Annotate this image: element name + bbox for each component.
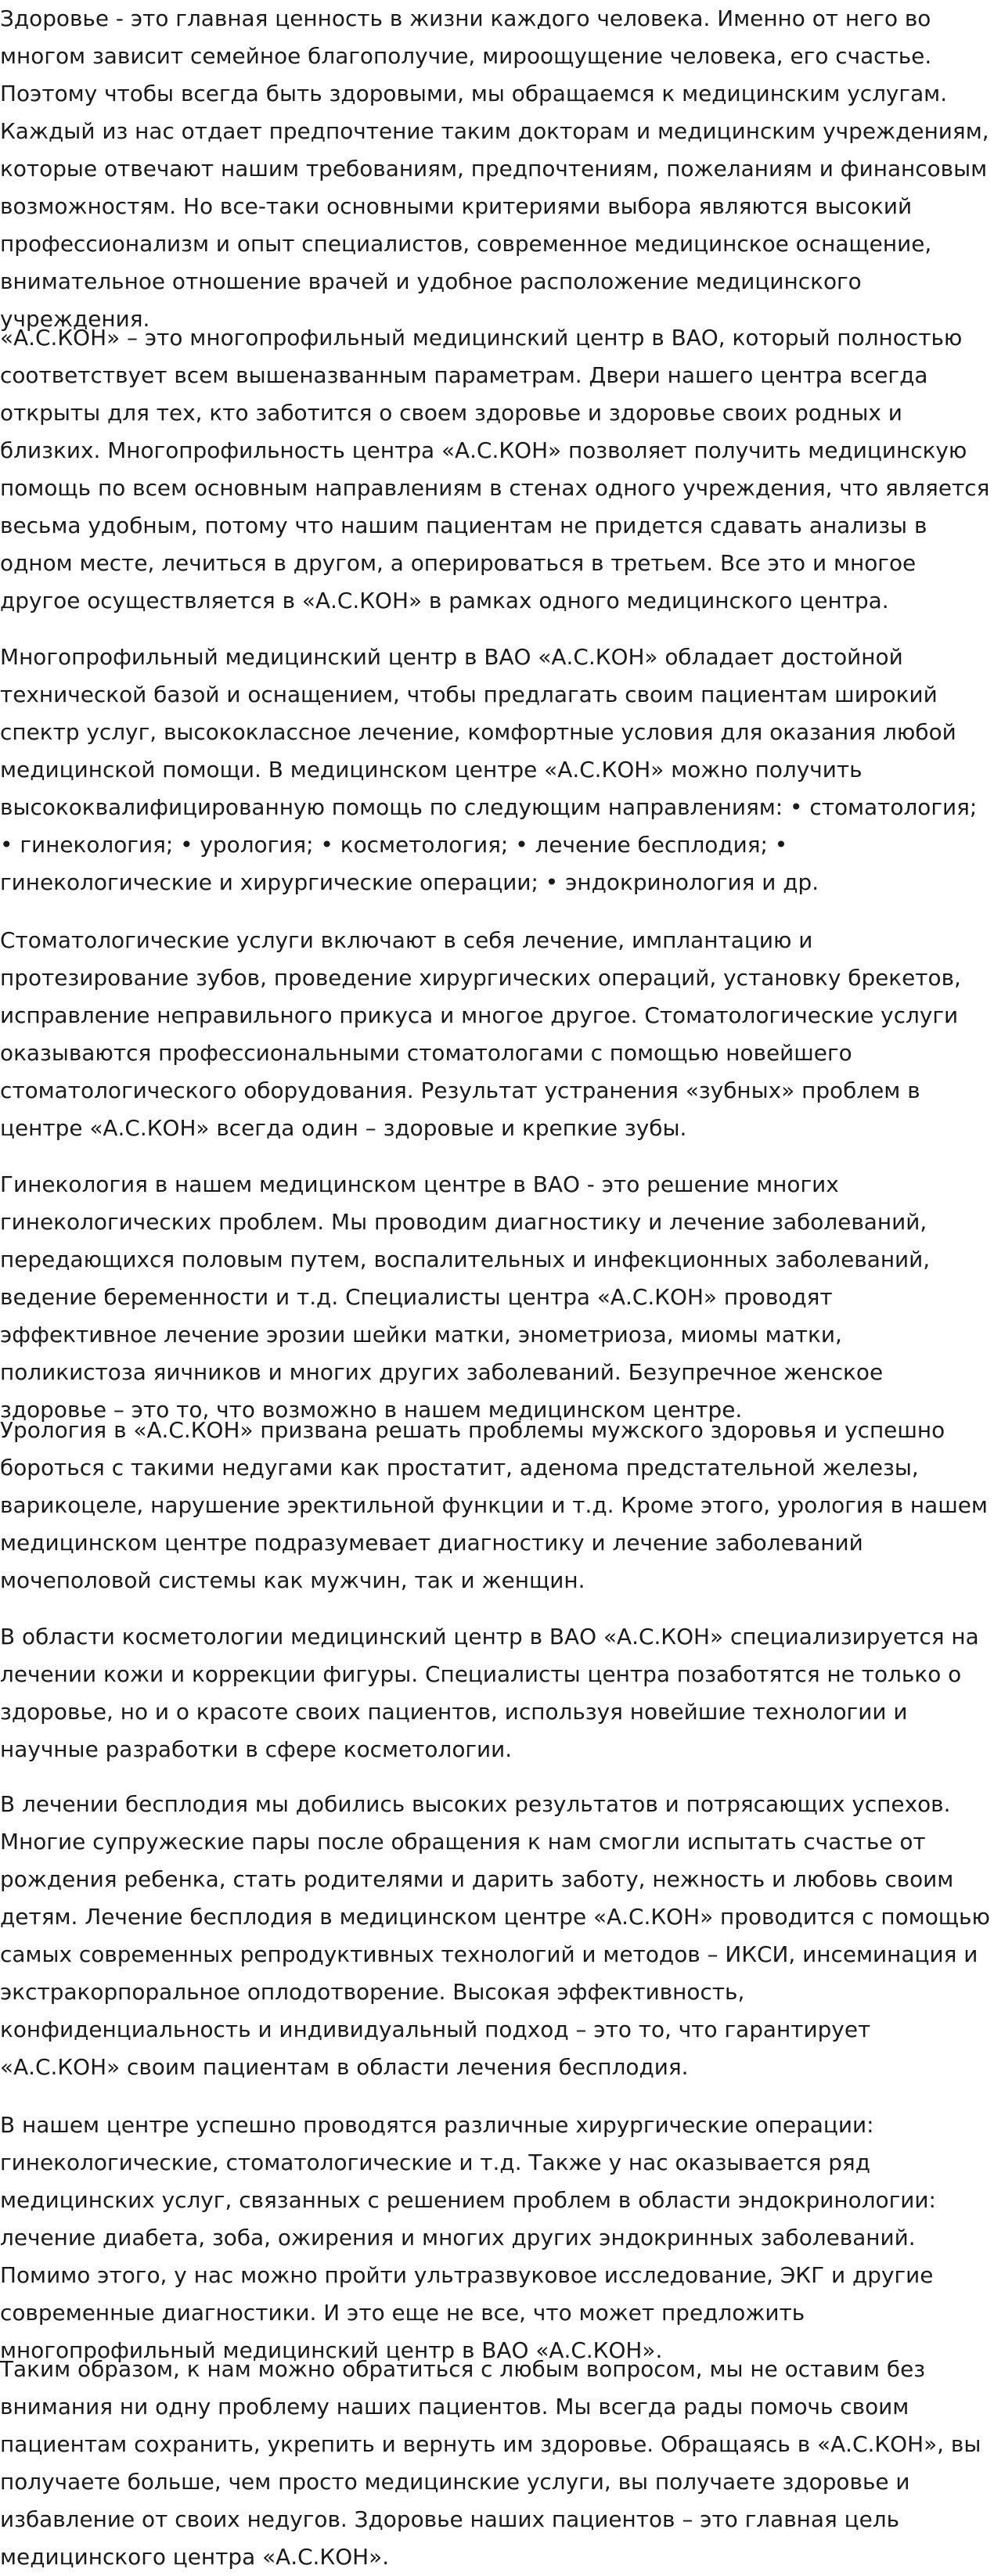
paragraph-surgery: В нашем центре успешно проводятся различные хирургические операции: гинекологические, стоматологические и т.д. Также у нас оказывается ряд медицинских услуг, связанных с решением проблем в области эндокринологии: лечение диабета, зоба, ожирения и многих других эндокринных заболеваний. Помимо этого, у нас можно пройти ультразвуковое исследование, ЭКГ и другие современные диагностики. И это еще не все, что может предложить многопрофильный медицинский центр в ВАО «А.С.КОН». xyxy=(0,2112,936,2363)
paragraph-dentistry: Стоматологические услуги включают в себя лечение, имплантацию и протезирование зубов, проведение хирургических операций, установку брекетов, исправление неправильного прикуса и многое другое. Стоматологические услуги оказываются профессиональными стоматологами с помощью новейшего стоматологического оборудования. Результат устранения «зубных» проблем в центре «А.С.КОН» всегда один – здоровые и крепкие зубы. xyxy=(0,927,961,1141)
paragraph-infertility: В лечении бесплодия мы добились высоких результатов и потрясающих успехов. Многие супружеские пары после обращения к нам смогли испытать счастье от рождения ребенка, стать родителями и дарить заботу, нежность и любовь своим детям. Лечение бесплодия в медицинском центре «А.С.КОН» проводится с помощью самых современных репродуктивных технологий и методов – ИКСИ, инсеминация и экстракорпоральное оплодотворение. Высокая эффективность, конфиденциальность и индивидуальный подход – это то, что гарантирует «А.С.КОН» своим пациентам в области лечения бесплодия. xyxy=(0,1791,990,2080)
paragraph-cosmetology: В области косметологии медицинский центр в ВАО «А.С.КОН» специализируется на лечении кожи и коррекции фигуры. Специалисты центра позаботятся не только о здоровье, но и о красоте своих пациентов, используя новейшие технологии и научные разработки в сфере косметологии. xyxy=(0,1624,979,1762)
paragraph-about-center: «А.С.КОН» – это многопрофильный медицинский центр в ВАО, который полностью соответствует всем вышеназванным параметрам. Двери нашего центра всегда открыты для тех, кто заботится о своем здоровье и здоровье своих родных и близких. Многопрофильность центра «А.С.КОН» позволяет получить медицинскую помощь по всем основным направлениям в стенах одного учреждения, что является весьма удобным, потому что нашим пациентам не придется сдавать анализы в одном месте, лечиться в другом, а оперироваться в третьем. Все это и многое другое осуществляется в «А.С.КОН» в рамках одного медицинского центра. xyxy=(0,325,990,613)
paragraph-conclusion: Таким образом, к нам можно обратиться с любым вопросом, мы не оставим без внимания ни одну проблему наших пациентов. Мы всегда рады помочь своим пациентам сохранить, укрепить и вернуть им здоровье. Обращаясь в «А.С.КОН», вы получаете больше, чем просто медицинские услуги, вы получаете здоровье и избавление от своих недугов. Здоровье наших пациентов – это главная цель медицинского центра «А.С.КОН». xyxy=(0,2356,981,2570)
paragraph-services-list: Многопрофильный медицинский центр в ВАО «А.С.КОН» обладает достойной технической базой и оснащением, чтобы предлагать своим пациентам широкий спектр услуг, высококлассное лечение, комфортные условия для оказания любой медицинской помощи. В медицинском центре «А.С.КОН» можно получить высококвалифицированную помощь по следующим направлениям: • стоматология; • гинекология; • урология; • косметология; • лечение бесплодия; • гинекологические и хирургические операции; • эндокринология и др. xyxy=(0,644,978,895)
paragraph-intro: Здоровье - это главная ценность в жизни каждого человека. Именно от него во многом зависит семейное благополучие, мироощущение человека, его счастье. Поэтому чтобы всегда быть здоровыми, мы обращаемся к медицинским услугам. Каждый из нас отдает предпочтение таким докторам и медицинским учреждениям, которые отвечают нашим требованиям, предпочтениям, пожеланиям и финансовым возможностям. Но все-таки основными критериями выбора являются высокий профессионализм и опыт специалистов, современное медицинское оснащение, внимательное отношение врачей и удобное расположение медицинского учреждения. xyxy=(0,5,989,332)
paragraph-urology: Урология в «А.С.КОН» призвана решать проблемы мужского здоровья и успешно бороться с такими недугами как простатит, аденома предстательной железы, варикоцеле, нарушение эректильной функции и т.д. Кроме этого, урология в нашем медицинском центре подразумевает диагностику и лечение заболеваний мочеполовой системы как мужчин, так и женщин. xyxy=(0,1417,988,1593)
paragraph-gynecology: Гинекология в нашем медицинском центре в ВАО - это решение многих гинекологических проблем. Мы проводим диагностику и лечение заболеваний, передающихся половым путем, воспалительных и инфекционных заболеваний, ведение беременности и т.д. Специалисты центра «А.С.КОН» проводят эффективное лечение эрозии шейки матки, энометриоза, миомы матки, поликистоза яичников и многих других заболеваний. Безупречное женское здоровье – это то, что возможно в нашем медицинском центре. xyxy=(0,1171,931,1423)
